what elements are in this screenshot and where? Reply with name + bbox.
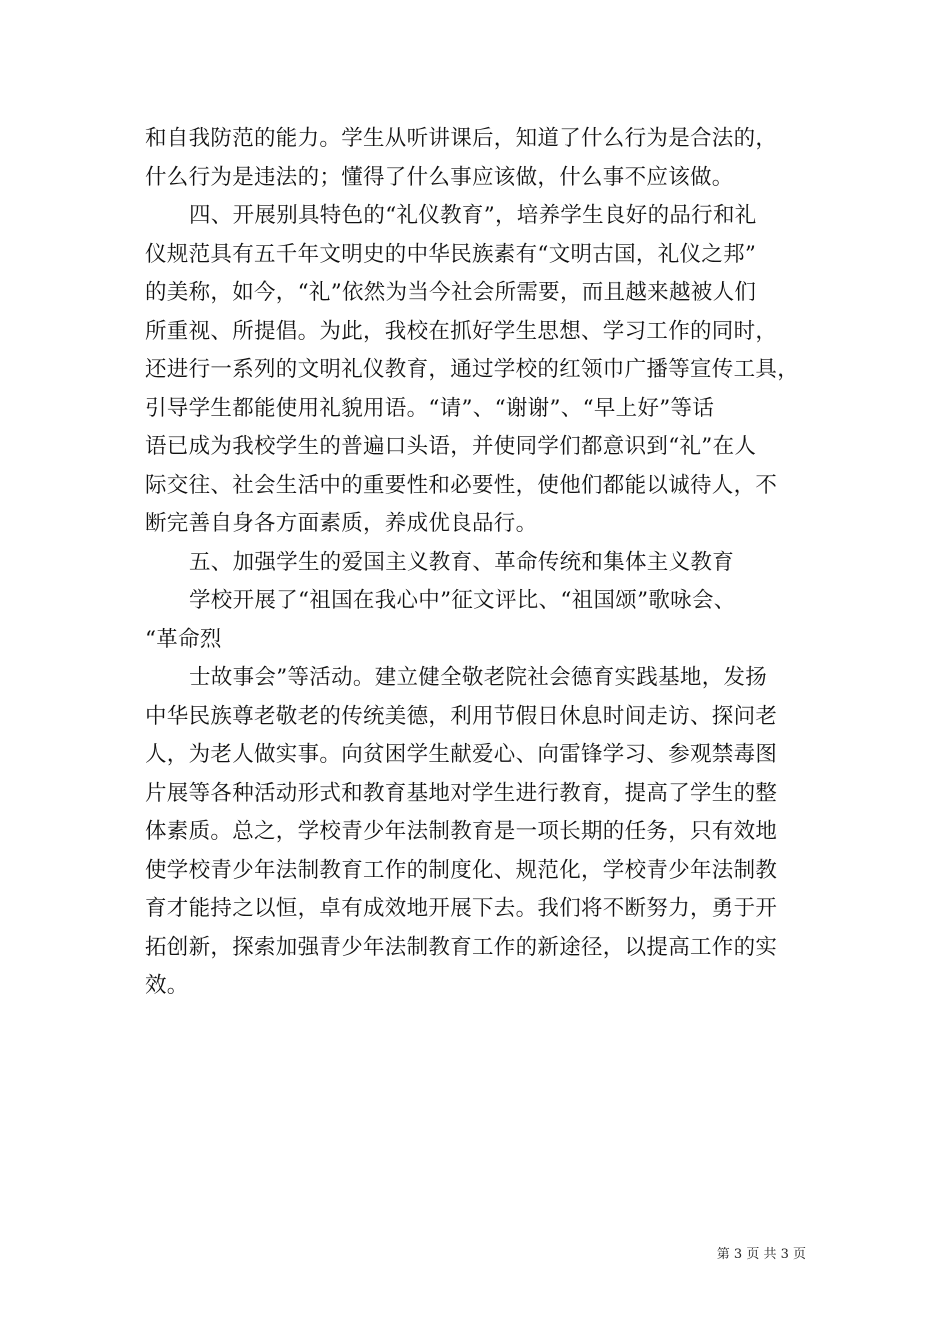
text-line: 的美称，如今，“礼”依然为当今社会所需要，而且越来越被人们: [145, 280, 757, 305]
text-line: 士故事会”等活动。建立健全敬老院社会德育实践基地，发扬: [189, 665, 768, 690]
text-line: 还进行一系列的文明礼仪教育，通过学校的红领巾广播等宣传工具，: [145, 357, 800, 382]
text-line: 断完善自身各方面素质，养成优良品行。: [145, 511, 538, 536]
text-line: 中华民族尊老敬老的传统美德，利用节假日休息时间走访、探问老: [145, 703, 778, 729]
text-line: 五、加强学生的爱国主义教育、革命传统和集体主义教育: [189, 549, 735, 575]
text-line: 使学校青少年法制教育工作的制度化、规范化，学校青少年法制教: [145, 857, 778, 883]
text-line: 学校开展了“祖国在我心中”征文评比、“祖国颂”歌咏会、: [189, 588, 736, 613]
text-line: 际交往、社会生活中的重要性和必要性，使他们都能以诚待人，不: [145, 472, 778, 498]
page-number: 第 3 页 共 3 页: [716, 1247, 806, 1262]
text-line: 仪规范具有五千年文明史的中华民族素有“文明古国，礼仪之邦”: [145, 241, 757, 267]
text-line: 人，为老人做实事。向贫困学生献爱心、向雷锋学习、参观禁毒图: [145, 742, 778, 767]
text-line: 四、开展别具特色的“礼仪教育”，培养学生良好的品行和礼: [189, 203, 757, 228]
text-line: 什么行为是违法的；懂得了什么事应该做，什么事不应该做。: [145, 164, 734, 190]
text-line: 拓创新，探索加强青少年法制教育工作的新途径，以提高工作的实: [145, 934, 778, 960]
text-line: 引导学生都能使用礼貌用语。“请”、“谢谢”、“早上好”等话: [145, 395, 715, 421]
text-line: 和自我防范的能力。学生从听讲课后，知道了什么行为是合法的，: [145, 126, 778, 151]
text-line: 所重视、所提倡。为此，我校在抓好学生思想、学习工作的同时，: [145, 318, 778, 344]
document-body: [145, 120, 815, 1006]
text-line: 效。: [145, 973, 189, 998]
text-line: 体素质。总之，学校青少年法制教育是一项长期的任务，只有效地: [145, 819, 778, 844]
text-line: 育才能持之以恒，卓有成效地开展下去。我们将不断努力，勇于开: [145, 896, 778, 921]
text-line: 片展等各种活动形式和教育基地对学生进行教育，提高了学生的整: [145, 780, 778, 806]
text-line: 语已成为我校学生的普遍口头语，并使同学们都意识到“礼”在人: [145, 434, 757, 459]
text-line: “革命烈: [145, 626, 222, 652]
